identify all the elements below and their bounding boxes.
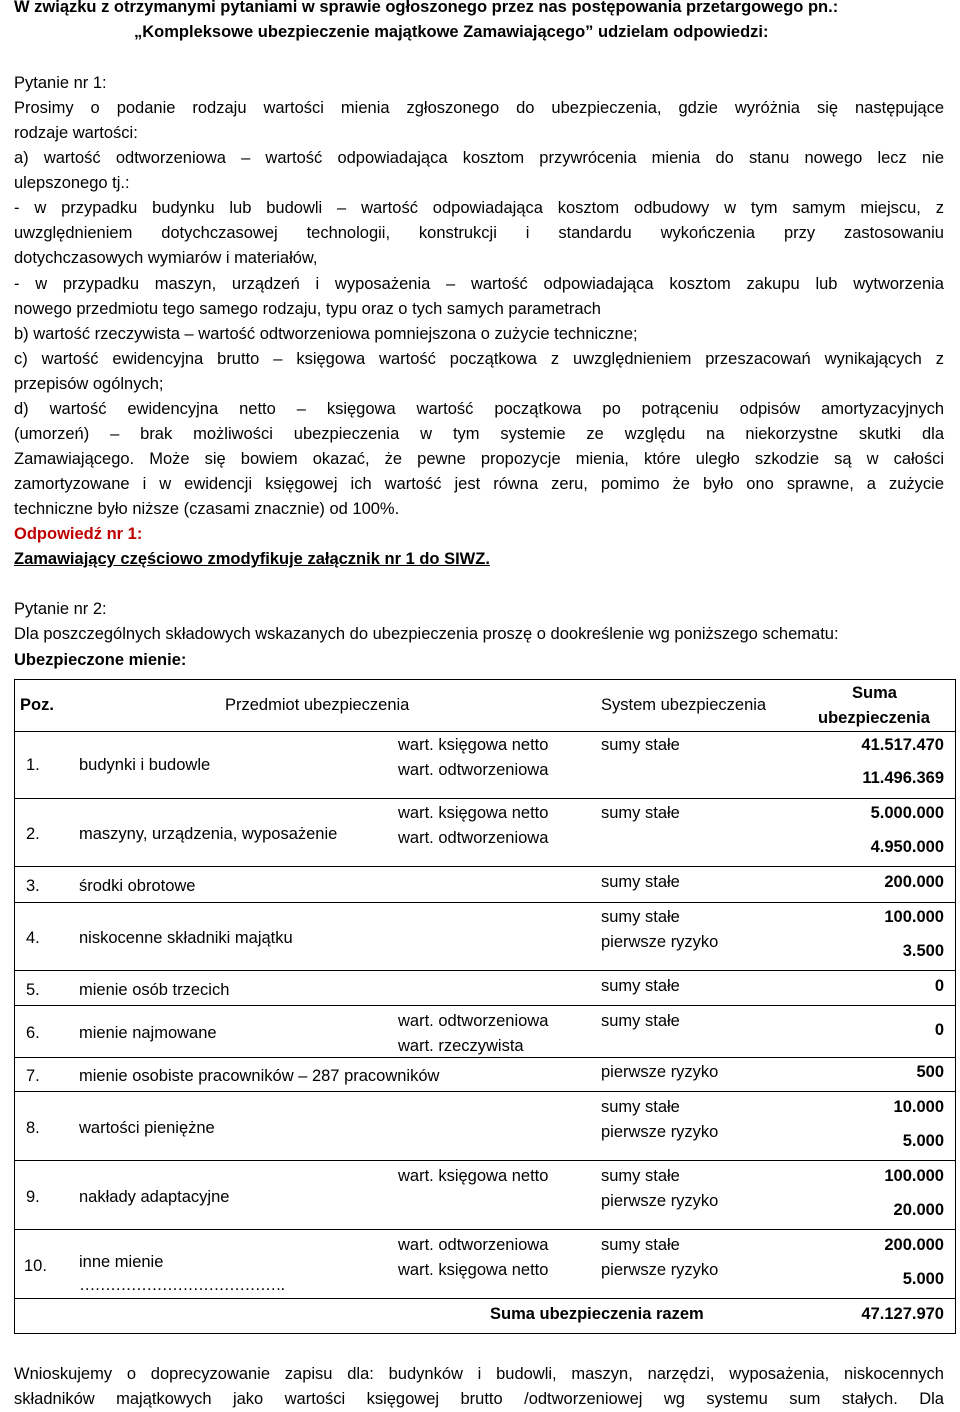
row-amount: 100.000 [884,1167,944,1185]
row-value-type: wart. księgowa netto [398,804,549,822]
row-amount: 5.000.000 [870,804,944,822]
row-system: sumy stałe [601,804,680,822]
footer-line: składników majątkowych jako wartości księgowej brutto /odtworzeniowej wg systemu sum stałych. Dla [14,1390,944,1408]
row-amount: 0 [934,1021,944,1039]
q1-line: ulepszonego tj.: [14,174,130,192]
col-header-poz: Poz. [20,696,54,714]
q1-line: rodzaje wartości: [14,124,138,142]
row-value-type: wart. odtworzeniowa [398,829,549,847]
q1-line: dotychczasowych wymiarów i materiałów, [14,249,318,267]
row-number: 8. [26,1119,40,1137]
row-name: niskocenne składniki majątku [79,929,293,947]
row-system: sumy stałe [601,873,680,891]
row-name: nakłady adaptacyjne [79,1188,230,1206]
row-amount: 100.000 [884,908,944,926]
row-system: pierwsze ryzyko [601,1261,719,1279]
q1-line: (umorzeń) – brak możliwości ubezpieczenia w tym systemie ze względu na niekorzystne skutki dla [14,425,944,443]
q1-line: c) wartość ewidencyjna brutto – księgowa wartość początkowa z uwzględnieniem przeszacowań wynikających z [14,350,944,368]
row-number: 9. [26,1188,40,1206]
row-name: mienie osobiste pracowników – 287 pracowników [79,1067,440,1085]
row-name: mienie osób trzecich [79,981,230,999]
row-number: 4. [26,929,40,947]
row-name: budynki i budowle [79,756,211,774]
row-number: 6. [26,1024,40,1042]
q2-title: Pytanie nr 2: [14,600,107,618]
q1-line: techniczne było niższe (czasami znacznie) od 100%. [14,500,400,518]
footer-line: Wnioskujemy o doprecyzowanie zapisu dla: budynków i budowli, maszyn, narzędzi, wyposażenia, niskocennych [14,1365,944,1383]
row-number: 3. [26,877,40,895]
col-header-suma-2: ubezpieczenia [818,709,930,727]
row-system: pierwsze ryzyko [601,1192,719,1210]
row-amount: 11.496.369 [862,769,944,787]
row-system: sumy stałe [601,1236,680,1254]
q2-line: Dla poszczególnych składowych wskazanych do ubezpieczenia proszę o dookreślenie wg poniższego schematu: [14,625,839,643]
col-header-suma-1: Suma [852,684,897,702]
q1-line: d) wartość ewidencyjna netto – księgowa wartość początkowa po potrąceniu odpisów amortyzacyjnych [14,400,944,418]
row-system: sumy stałe [601,1012,680,1030]
row-number: 1. [26,756,40,774]
q1-line: nowego przedmiotu tego samego rodzaju, typu oraz o tych samych parametrach [14,300,601,318]
row-system: sumy stałe [601,1167,680,1185]
q1-line: Prosimy o podanie rodzaju wartości mienia zgłoszonego do ubezpieczenia, gdzie wyróżnia się następujące [14,99,944,117]
row-amount: 3.500 [902,942,944,960]
row-value-type: wart. odtworzeniowa [398,761,549,779]
col-header-przedmiot: Przedmiot ubezpieczenia [225,696,410,714]
row-number: 10. [24,1257,47,1275]
total-label: Suma ubezpieczenia razem [490,1305,704,1323]
row-value-type: wart. odtworzeniowa [398,1236,549,1254]
row-name: mienie najmowane [79,1024,217,1042]
row-system: sumy stałe [601,977,680,995]
q1-line: zamortyzowane i w ewidencji księgowej ich wartość jest równa zeru, pomimo że było ono sprawne, a zużycie [14,475,944,493]
q1-title: Pytanie nr 1: [14,74,107,92]
row-amount: 5.000 [902,1270,944,1288]
row-name-placeholder: …………………………………. [79,1276,285,1294]
row-amount: 200.000 [884,873,944,891]
header-line-1: W związku z otrzymanymi pytaniami w sprawie ogłoszonego przez nas postępowania przetargowego pn.: [14,0,839,16]
row-amount: 5.000 [902,1132,944,1150]
row-system: pierwsze ryzyko [601,1123,719,1141]
q1-line: b) wartość rzeczywista – wartość odtworzeniowa pomniejszona o zużycie techniczne; [14,325,638,343]
row-amount: 200.000 [884,1236,944,1254]
row-amount: 10.000 [893,1098,944,1116]
row-amount: 20.000 [893,1201,944,1219]
row-amount: 500 [916,1063,944,1081]
row-system: pierwsze ryzyko [601,1063,719,1081]
row-value-type: wart. rzeczywista [398,1037,524,1055]
row-system: sumy stałe [601,908,680,926]
q1-line: a) wartość odtworzeniowa – wartość odpowiadająca kosztom przywrócenia mienia do stanu nowego lecz nie [14,149,944,167]
row-amount: 41.517.470 [861,736,944,754]
row-amount: 0 [934,977,944,995]
row-value-type: wart. księgowa netto [398,1261,549,1279]
q1-line: Zamawiającego. Może się bowiem okazać, że pewne propozycje mienia, które uległo szkodzie są w całości [14,450,944,468]
row-value-type: wart. księgowa netto [398,1167,549,1185]
row-system: pierwsze ryzyko [601,933,719,951]
row-name: inne mienie [79,1253,164,1271]
q1-line: przepisów ogólnych; [14,375,164,393]
total-value: 47.127.970 [861,1305,944,1323]
row-system: sumy stałe [601,1098,680,1116]
row-number: 5. [26,981,40,999]
row-value-type: wart. księgowa netto [398,736,549,754]
row-name: wartości pieniężne [79,1119,215,1137]
q1-line: - w przypadku budynku lub budowli – wartość odpowiadająca kosztom odbudowy w tym samym miejscu, z [14,199,944,217]
answer-1-title: Odpowiedź nr 1: [14,525,143,543]
header-line-2: „Kompleksowe ubezpieczenie majątkowe Zamawiającego” udzielam odpowiedzi: [134,23,769,41]
row-number: 7. [26,1067,40,1085]
col-header-system: System ubezpieczenia [601,696,767,714]
q1-line: uwzględnieniem dotychczasowej technologii, konstrukcji i standardu wykończenia przy zastosowaniu [14,224,944,242]
q1-line: - w przypadku maszyn, urządzeń i wyposażenia – wartość odpowiadająca kosztom zakupu lub wytworzenia [14,275,944,293]
answer-1-text: Zamawiający częściowo zmodyfikuje załącznik nr 1 do SIWZ. [14,550,490,568]
row-name: środki obrotowe [79,877,196,895]
row-name: maszyny, urządzenia, wyposażenie [79,825,338,843]
row-amount: 4.950.000 [870,838,944,856]
row-value-type: wart. odtworzeniowa [398,1012,549,1030]
row-number: 2. [26,825,40,843]
row-system: sumy stałe [601,736,680,754]
q2-subtitle: Ubezpieczone mienie: [14,651,187,669]
